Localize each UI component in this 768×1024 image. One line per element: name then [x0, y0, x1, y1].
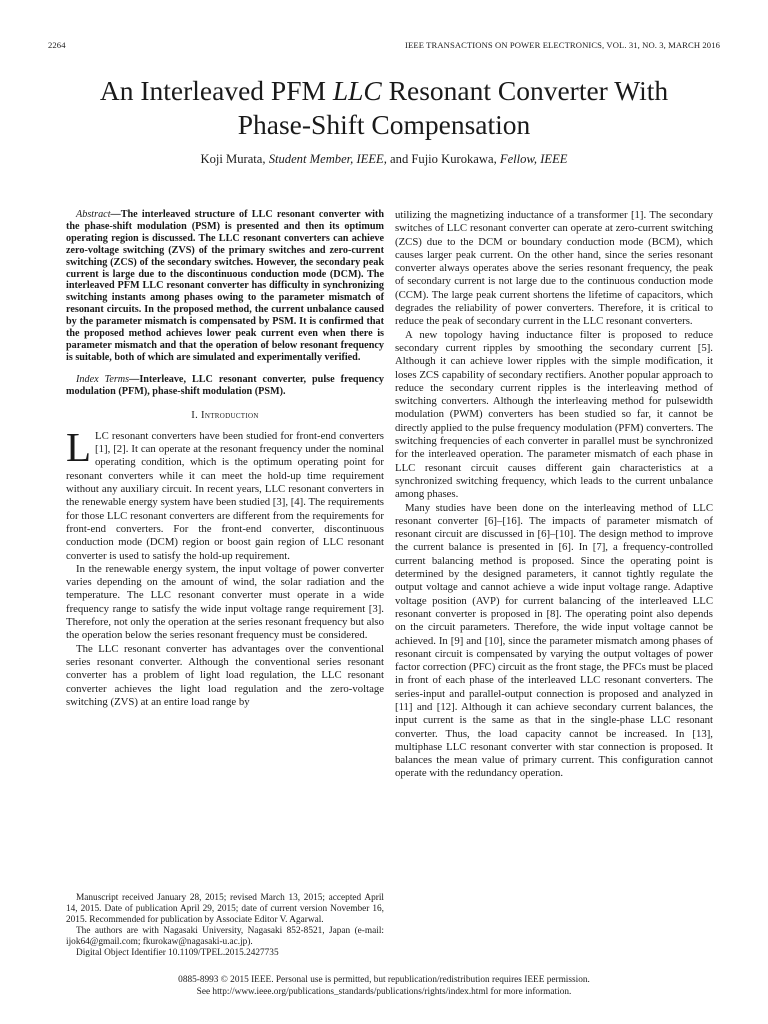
left-column [66, 209, 384, 709]
author-1-role: Student Member, IEEE, [268, 152, 387, 166]
title-line1-italic: LLC [332, 75, 382, 106]
footnote-received: Manuscript received January 28, 2015; revised March 13, 2015; accepted April 14, 2015. Date of publication April 29, 2015; date of current version November 16, 2015. Recommended for publication by Associate Editor V. Agarwal. [66, 893, 384, 925]
copyright-line-1: 0885-8993 © 2015 IEEE. Personal use is permitted, but republication/redistribution requires IEEE permission. [178, 975, 590, 985]
index-terms-lead: Index Terms [76, 373, 130, 385]
paper-title [40, 74, 728, 142]
title-line1-post: Resonant Converter With [381, 75, 669, 106]
author-joiner: and Fujio Kurokawa, [386, 152, 500, 166]
abstract-lead: Abstract [76, 209, 111, 220]
footnote-affiliation: The authors are with Nagasaki University, Nagasaki 852-8521, Japan (e-mail: ijok64@gmail.com; fkurokaw@nagasaki-u.ac.jp). [66, 926, 384, 947]
copyright-line-2: See http://www.ieee.org/publications_standards/publications/rights/index.html for more information. [196, 987, 572, 997]
intro-paragraph-1 [66, 423, 384, 563]
intro-paragraph-1-text: LC resonant converters have been studied for front-end converters [1], [2]. It can operate at the resonant frequency under the nominal operating condition, which is the optimum operating point for resonant converters while it can meet the hold-up time requirement without any auxiliary circuit. In recent years, LLC resonant converters in the renewable energy system have been studied [3], [4]. The requirements for those LLC resonant converters are different from the requirements for front-end converters. For the front-end converter, discontinuous conduction mode (DCM) region or boost gain region of LLC resonant converter is used to satisfy the hold-up requirement. [66, 429, 384, 562]
title-line1-pre: An Interleaved PFM [99, 75, 333, 106]
right-paragraph-2: A new topology having inductance filter is proposed to reduce secondary current ripples by smoothing the secondary current [5]. Although it can achieve lower ripples with the simple modification, it loses ZCS capability of secondary rectifiers. Another popular approach to reduce the secondary current ripples is the interleaving method of switching converters. Although the interleaving method for pulsewidth modulation (PWM) converters has been studied so far, it cannot be directly applied to the pulse frequency modulation (PFM) converters. The switching frequencies of each converter in parallel must be synchronized for the interleaved operation. The parameter mismatch of each phase in LLC resonant circuit causes different gain characteristics at a synchronized switching frequency, which leads to the current unbalance among phases. [395, 328, 713, 501]
first-page-footnote [66, 893, 384, 959]
author-1: Koji Murata, [200, 152, 269, 166]
index-terms-text: —Interleave, LLC resonant converter, pulse frequency modulation (PFM), phase-shift modulation (PSM). [66, 373, 384, 397]
journal-name: IEEE TRANSACTIONS ON POWER ELECTRONICS, VOL. 31, NO. 3, MARCH 2016 [405, 40, 720, 50]
title-line2: Phase-Shift Compensation [237, 109, 531, 140]
index-terms [66, 374, 384, 398]
copyright-notice [40, 974, 728, 998]
page-number: 2264 [48, 40, 66, 50]
abstract [66, 209, 384, 364]
author-line [40, 152, 728, 167]
intro-paragraph-3: The LLC resonant converter has advantages over the conventional series resonant converter. Although the conventional series resonant converter has a problem of light load regulation, the LLC resonant converter achieves the light load regulation and the zero-voltage switching (ZVS) at an entire load range by [66, 642, 384, 708]
right-paragraph-3: Many studies have been done on the interleaving method of LLC resonant converter [6]–[16]. The impacts of parameter mismatch of resonant circuit are discussed in [6]–[10]. The design method to improve the current balance is presented in [6]. In [7], a frequency-controlled current balancing method is proposed. Since the operating point is determined by the designed parameters, it cannot tightly regulate the output voltage and cannot achieve a wide input voltage range. Adaptive voltage position (AVP) for current balancing of the interleaved LLC resonant converter is proposed in [8]. The operating point also depends on the circuit parameters. Therefore, the wide input voltage cannot be achieved. In [9] and [10], since the parameter mismatch among phases of resonant circuit is compensated by varying the output voltages of power factor correction (PFC) circuit as the front stage, the PFCs must be placed in front of each phase of the interleaved LLC resonant converters. The series-input and parallel-output connection is proposed and analyzed in [11] and [12]. Although it can achieve secondary current balances, the input current is the same as that in the single-phase LLC resonant converter. Thus, the load capacity cannot be increased. In [13], multiphase LLC resonant converter with star connection is proposed. It balances the mean value of primary current. This configuration cannot operate with the redundancy operation. [395, 501, 713, 780]
intro-paragraph-2: In the renewable energy system, the input voltage of power converter varies depending on the amount of wind, the solar radiation and the temperature. The LLC resonant converter must operate in a wide frequency range to satisfy the wide input voltage range requirement [3]. Therefore, not only the operation at the series resonant frequency but also the operation below the series resonant frequency must be considered. [66, 562, 384, 642]
right-column [395, 209, 713, 781]
author-2-role: Fellow, IEEE [499, 152, 568, 166]
drop-cap: L [66, 423, 92, 470]
section-heading-introduction: I. Introduction [191, 409, 259, 421]
right-paragraph-1: utilizing the magnetizing inductance of a transformer [1]. The secondary switches of LLC resonant converter can operate at zero-current switching (ZCS) due to the DCM or boundary conduction mode (BCM), which causes larger peak current. On the other hand, since the series resonant converter always operates above the series resonant frequency, the peak of secondary current is not large due to the continuous conduction mode (CCM). The large peak current shortens the lifetime of capacitors, which degrades the reliability of power converters. Therefore, it is critical to reduce the peak of secondary current in the LLC resonant converters. [395, 209, 713, 328]
abstract-text: —The interleaved structure of LLC resonant converter with the phase-shift modulation (PSM) is presented and then its optimum operating region is discussed. The LLC resonant converters can achieve zero-voltage switching (ZVS) of the primary switches and zero-current switching (ZCS) of the secondary switches. However, the secondary peak current is large due to the discontinuous conduction mode (DCM). The interleaved PFM LLC resonant converter has difficulty in synchronizing switching instants among phases owing to the parameter mismatch of resonant circuits. In the proposed method, the current unbalance caused by the parameter mismatch is compensated by PSM. It is confirmed that the proposed method achieves lower peak current even when there is parameter mismatch and that the operation of below resonant frequency is suitable, both of which are simulated and experimentally verified. [66, 209, 384, 363]
footnote-doi: Digital Object Identifier 10.1109/TPEL.2015.2427735 [76, 948, 279, 958]
